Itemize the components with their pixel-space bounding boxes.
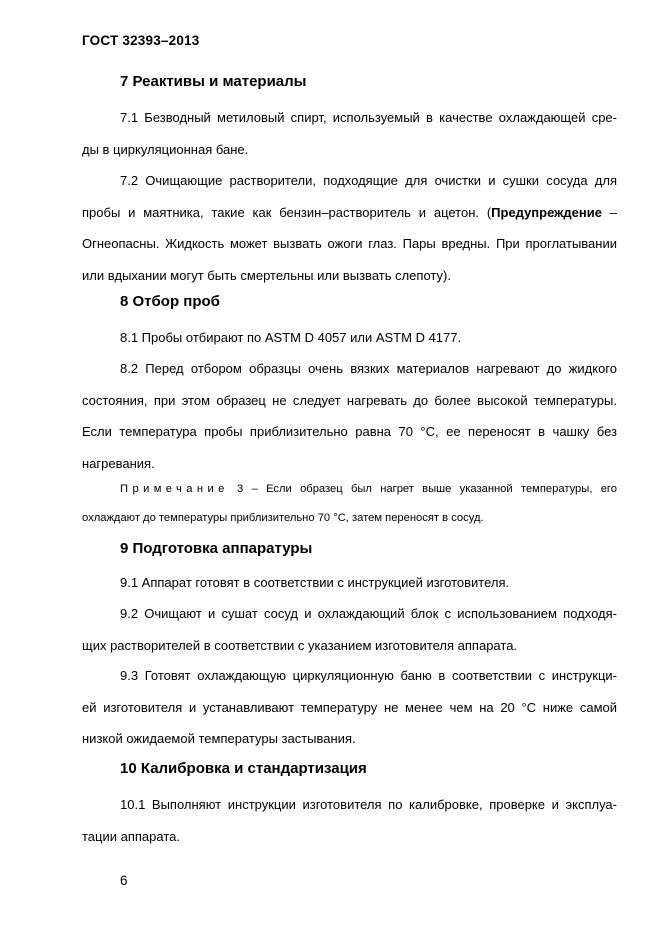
paragraph-line: 9.3 Готовят охлаждающую циркуляционную баню в соответствии с инструкци- bbox=[120, 668, 617, 683]
text-run: пробы и маятника, такие как бензин–растворитель и ацетон. ( bbox=[82, 204, 492, 220]
paragraph-line: нагревания. bbox=[82, 455, 155, 471]
paragraph-line: Если температура пробы приблизительно равна 70 °C, ее переносят в чашку без bbox=[82, 424, 617, 439]
paragraph-line: 7.2 Очищающие растворители, подходящие для очистки и сушки сосуда для bbox=[120, 173, 617, 188]
paragraph-line: 9.1 Аппарат готовят в соответствии с инструкцией изготовителя. bbox=[120, 575, 510, 590]
paragraph-line: ей изготовителя и устанавливают температуру не менее чем на 20 °C ниже самой bbox=[82, 699, 617, 715]
note-3 bbox=[82, 475, 617, 533]
paragraph-line: тации аппарата. bbox=[82, 828, 180, 844]
section-7-title: 7 Реактивы и материалы bbox=[120, 73, 307, 90]
paragraph-line: низкой ожидаемой температуры застывания. bbox=[82, 731, 356, 746]
paragraph-9-1 bbox=[82, 567, 617, 599]
paragraph-9-3 bbox=[82, 660, 617, 755]
paragraph-line: 8.1 Пробы отбирают по ASTM D 4057 или ASTM D 4177. bbox=[120, 330, 462, 345]
paragraph-line bbox=[82, 197, 617, 229]
paragraph-line: 10.1 Выполняют инструкции изготовителя по калибровке, проверке и эксплуа- bbox=[120, 797, 617, 812]
paragraph-8-1 bbox=[82, 322, 617, 354]
section-8-title: 8 Отбор проб bbox=[120, 293, 220, 310]
paragraph-line: Огнеопасны. Жидкость может вызвать ожоги глаз. Пары вредны. При проглатывании bbox=[82, 236, 617, 251]
paragraph-line: состояния, при этом образец не следует нагревать до более высокой температуры. bbox=[82, 392, 617, 408]
section-10-title: 10 Калибровка и стандартизация bbox=[120, 760, 367, 777]
paragraph-7-2 bbox=[82, 165, 617, 291]
paragraph-line: ды в циркуляционная бане. bbox=[82, 141, 249, 157]
paragraph-line: 7.1 Безводный метиловый спирт, используемый в качестве охлаждающей сре- bbox=[120, 110, 617, 125]
paragraph-line: или вдыхании могут быть смертельны или вызвать слепоту). bbox=[82, 267, 451, 283]
note-line: охлаждают до температуры приблизительно 70 °C, затем переносят в сосуд. bbox=[82, 512, 484, 524]
document-header: ГОСТ 32393–2013 bbox=[82, 33, 200, 48]
paragraph-7-1 bbox=[82, 102, 617, 165]
paragraph-line: щих растворителей в соответствии с указанием изготовителя аппарата. bbox=[82, 637, 518, 653]
paragraph-line: 9.2 Очищают и сушат сосуд и охлаждающий блок с использованием подходя- bbox=[120, 606, 617, 621]
text-run: – bbox=[601, 204, 617, 220]
paragraph-line: 8.2 Перед отбором образцы очень вязких материалов нагревают до жидкого bbox=[120, 361, 617, 376]
paragraph-8-2 bbox=[82, 353, 617, 479]
section-9-title: 9 Подготовка аппаратуры bbox=[120, 540, 313, 557]
page-number: 6 bbox=[120, 873, 128, 888]
paragraph-9-2 bbox=[82, 598, 617, 661]
warning-label: Предупреждение bbox=[491, 204, 602, 220]
note-label: Примечание bbox=[120, 483, 229, 495]
paragraph-10-1 bbox=[82, 789, 617, 852]
note-line bbox=[82, 475, 617, 504]
note-text: 3 – Если образец был нагрет выше указанной температуры, его bbox=[228, 483, 617, 495]
